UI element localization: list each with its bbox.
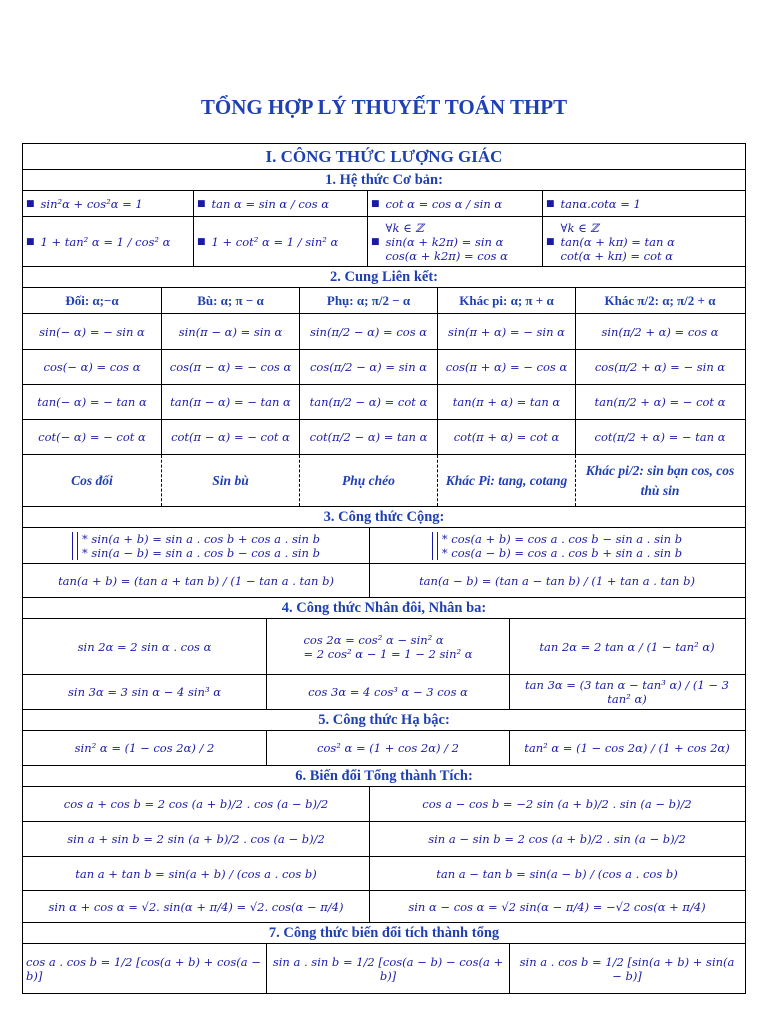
formula-cell: tan 3α = (3 tan α − tan³ α) / (1 − 3 tan² α) [509, 675, 744, 709]
formula-cell: sin(π/2 + α) = cos α [575, 314, 744, 349]
formula-cell: tan² α = (1 − cos 2α) / (1 + cos 2α) [509, 731, 744, 765]
formula-cell: cos(π − α) = − cos α [161, 350, 299, 384]
norm-bar-icon [72, 532, 78, 560]
formula-cell: cot(π + α) = cot α [437, 420, 575, 454]
formula-cell: cot(π/2 + α) = − tan α [575, 420, 744, 454]
column-header: Đối: α;−α [65, 292, 119, 308]
section-title: I. CÔNG THỨC LƯỢNG GIÁC [265, 146, 503, 166]
product-row [23, 943, 745, 993]
bullet-icon: ■ [371, 236, 380, 247]
formula-cell: tan(a + b) = (tan a + tan b) / (1 − tan a . tan b) [58, 573, 334, 588]
formula-cell [367, 217, 542, 266]
formula-cell: cos² α = (1 + cos 2α) / 2 [266, 731, 509, 765]
addition-tan-row [23, 563, 745, 597]
mnemonic-note: Sin bù [161, 455, 299, 506]
basic-row-2 [23, 216, 745, 266]
mnemonic-note: Khác pi/2: sin bạn cos, cos thù sin [575, 455, 744, 506]
subsection-row [23, 169, 745, 190]
formula-cell [23, 528, 369, 563]
norm-bar-icon [432, 532, 438, 560]
subsection-title-double: 4. Công thức Nhân đôi, Nhân ba: [281, 600, 487, 616]
formula-cell: tan(π − α) = − tan α [161, 385, 299, 419]
subsection-title-related: 2. Cung Liên kết: [330, 269, 438, 285]
subsection-row [23, 709, 745, 730]
bullet-icon: ■ [26, 198, 35, 209]
formula-cell: tan(π + α) = tan α [437, 385, 575, 419]
formula-system: ∀k ∈ ℤ tan(α + kπ) = tan α cot(α + kπ) = cot α [560, 220, 675, 263]
section-header-row [23, 144, 745, 169]
formula-cell: sin a − sin b = 2 cos (a + b)/2 . sin (a − b)/2 [369, 822, 744, 856]
sum-row [23, 821, 745, 856]
subsection-title-addition: 3. Công thức Cộng: [323, 509, 445, 525]
formula-system: ∀k ∈ ℤ sin(α + k2π) = sin α cos(α + k2π) = cos α [385, 220, 508, 263]
bullet-icon: ■ [546, 198, 555, 209]
subsection-title-product: 7. Công thức biến đổi tích thành tổng [268, 925, 500, 941]
related-row [23, 349, 745, 384]
formula-pair: * sin(a + b) = sin a . cos b + cos a . sin b * sin(a − b) = sin a . cos b − cos a . sin b [82, 531, 320, 560]
formula-cell: cos(π + α) = − cos α [437, 350, 575, 384]
formula-cell: ■ 1 + cot² α = 1 / sin² α [193, 217, 367, 266]
formula-cell: cos(− α) = cos α [43, 360, 141, 374]
subsection-title-power: 5. Công thức Hạ bậc: [318, 712, 450, 728]
related-notes-row [23, 454, 745, 506]
related-row [23, 313, 745, 349]
formula-cell [542, 217, 744, 266]
bullet-icon: ■ [197, 236, 206, 247]
column-header: Bù: α; π − α [161, 288, 299, 313]
formula-cell: cos 3α = 4 cos³ α − 3 cos α [266, 675, 509, 709]
formula-cell: sin 3α = 3 sin α − 4 sin³ α [68, 685, 221, 699]
column-header: Phụ: α; π/2 − α [299, 288, 437, 313]
formula-cell: tan(π/2 − α) = cot α [299, 385, 437, 419]
subsection-row [23, 266, 745, 287]
formula-pair: cos 2α = cos² α − sin² α = 2 cos² α − 1 = 1 − 2 sin² α [303, 632, 473, 661]
formula-cell: ■ tan α = sin α / cos α [193, 191, 367, 216]
formula-cell: sin(π − α) = sin α [161, 314, 299, 349]
formula-cell: cos(π/2 − α) = sin α [299, 350, 437, 384]
formula-cell: ■ cot α = cos α / sin α [367, 191, 542, 216]
formula-cell: sin 2α = 2 sin α . cos α [77, 639, 212, 654]
formula-cell: cos a + cos b = 2 cos (a + b)/2 . cos (a − b)/2 [63, 797, 329, 811]
formula-table [22, 143, 746, 994]
subsection-row [23, 922, 745, 943]
formula-cell: tan a − tan b = sin(a − b) / (cos a . cos b) [369, 857, 744, 890]
formula-cell: sin² α = (1 − cos 2α) / 2 [74, 741, 215, 755]
formula-cell: ■ sin²α + cos²α = 1 [26, 196, 143, 211]
formula-cell: tan(− α) = − tan α [37, 395, 147, 409]
formula-cell: tan a + tan b = sin(a + b) / (cos a . cos b) [75, 866, 317, 881]
column-header: Khác pi: α; π + α [437, 288, 575, 313]
formula-cell: sin a + sin b = 2 sin (a + b)/2 . cos (a − b)/2 [67, 832, 325, 846]
subsection-row [23, 765, 745, 786]
formula-cell: tan(π/2 + α) = − cot α [575, 385, 744, 419]
double-row [23, 618, 745, 674]
addition-row [23, 527, 745, 563]
formula-cell [369, 528, 744, 563]
triple-row [23, 674, 745, 709]
formula-cell: tan(a − b) = (tan a − tan b) / (1 + tan a . tan b) [369, 564, 744, 597]
formula-cell: cot(π − α) = − cot α [161, 420, 299, 454]
formula-cell: sin α − cos α = √2 sin(α − π/4) = −√2 cos(α + π/4) [369, 891, 744, 922]
formula-cell: cos a − cos b = −2 sin (a + b)/2 . sin (a − b)/2 [369, 787, 744, 821]
formula-cell: sin α + cos α = √2. sin(α + π/4) = √2. cos(α − π/4) [48, 899, 344, 914]
mnemonic-note: Cos đối [71, 472, 113, 488]
sum-row [23, 890, 745, 922]
mnemonic-note: Khác Pi: tang, cotang [437, 455, 575, 506]
formula-cell: ■ 1 + tan² α = 1 / cos² α [26, 234, 171, 249]
formula-pair: * cos(a + b) = cos a . cos b − sin a . sin b * cos(a − b) = cos a . cos b + sin a . sin b [441, 531, 683, 560]
formula-cell [266, 619, 509, 674]
bullet-icon: ■ [197, 198, 206, 209]
formula-cell: cos(π/2 + α) = − sin α [575, 350, 744, 384]
related-row [23, 419, 745, 454]
sum-row [23, 786, 745, 821]
mnemonic-note: Phụ chéo [299, 455, 437, 506]
power-row [23, 730, 745, 765]
formula-cell: sin(− α) = − sin α [39, 324, 145, 339]
related-header-row [23, 287, 745, 313]
formula-cell: ■ tanα.cotα = 1 [542, 191, 744, 216]
formula-cell: cot(π/2 − α) = tan α [299, 420, 437, 454]
formula-cell: sin a . sin b = 1/2 [cos(a − b) − cos(a + b)] [266, 944, 509, 993]
subsection-row [23, 597, 745, 618]
related-row [23, 384, 745, 419]
formula-cell: cos a . cos b = 1/2 [cos(a + b) + cos(a − b)] [26, 954, 261, 983]
subsection-title-sum: 6. Biến đổi Tổng thành Tích: [295, 768, 473, 784]
subsection-row [23, 506, 745, 527]
formula-cell: sin a . cos b = 1/2 [sin(a + b) + sin(a − b)] [509, 944, 744, 993]
basic-row-1 [23, 190, 745, 216]
bullet-icon: ■ [371, 198, 380, 209]
bullet-icon: ■ [26, 236, 35, 247]
formula-cell: tan 2α = 2 tan α / (1 − tan² α) [509, 619, 744, 674]
subsection-title-basic: 1. Hệ thức Cơ bản: [325, 172, 443, 188]
bullet-icon: ■ [546, 236, 555, 247]
formula-cell: sin(π/2 − α) = cos α [299, 314, 437, 349]
formula-cell: cot(− α) = − cot α [38, 430, 146, 444]
formula-cell: sin(π + α) = − sin α [437, 314, 575, 349]
page-title: TỔNG HỢP LÝ THUYẾT TOÁN THPT [200, 95, 568, 119]
column-header: Khác π/2: α; π/2 + α [575, 288, 744, 313]
sum-row [23, 856, 745, 890]
